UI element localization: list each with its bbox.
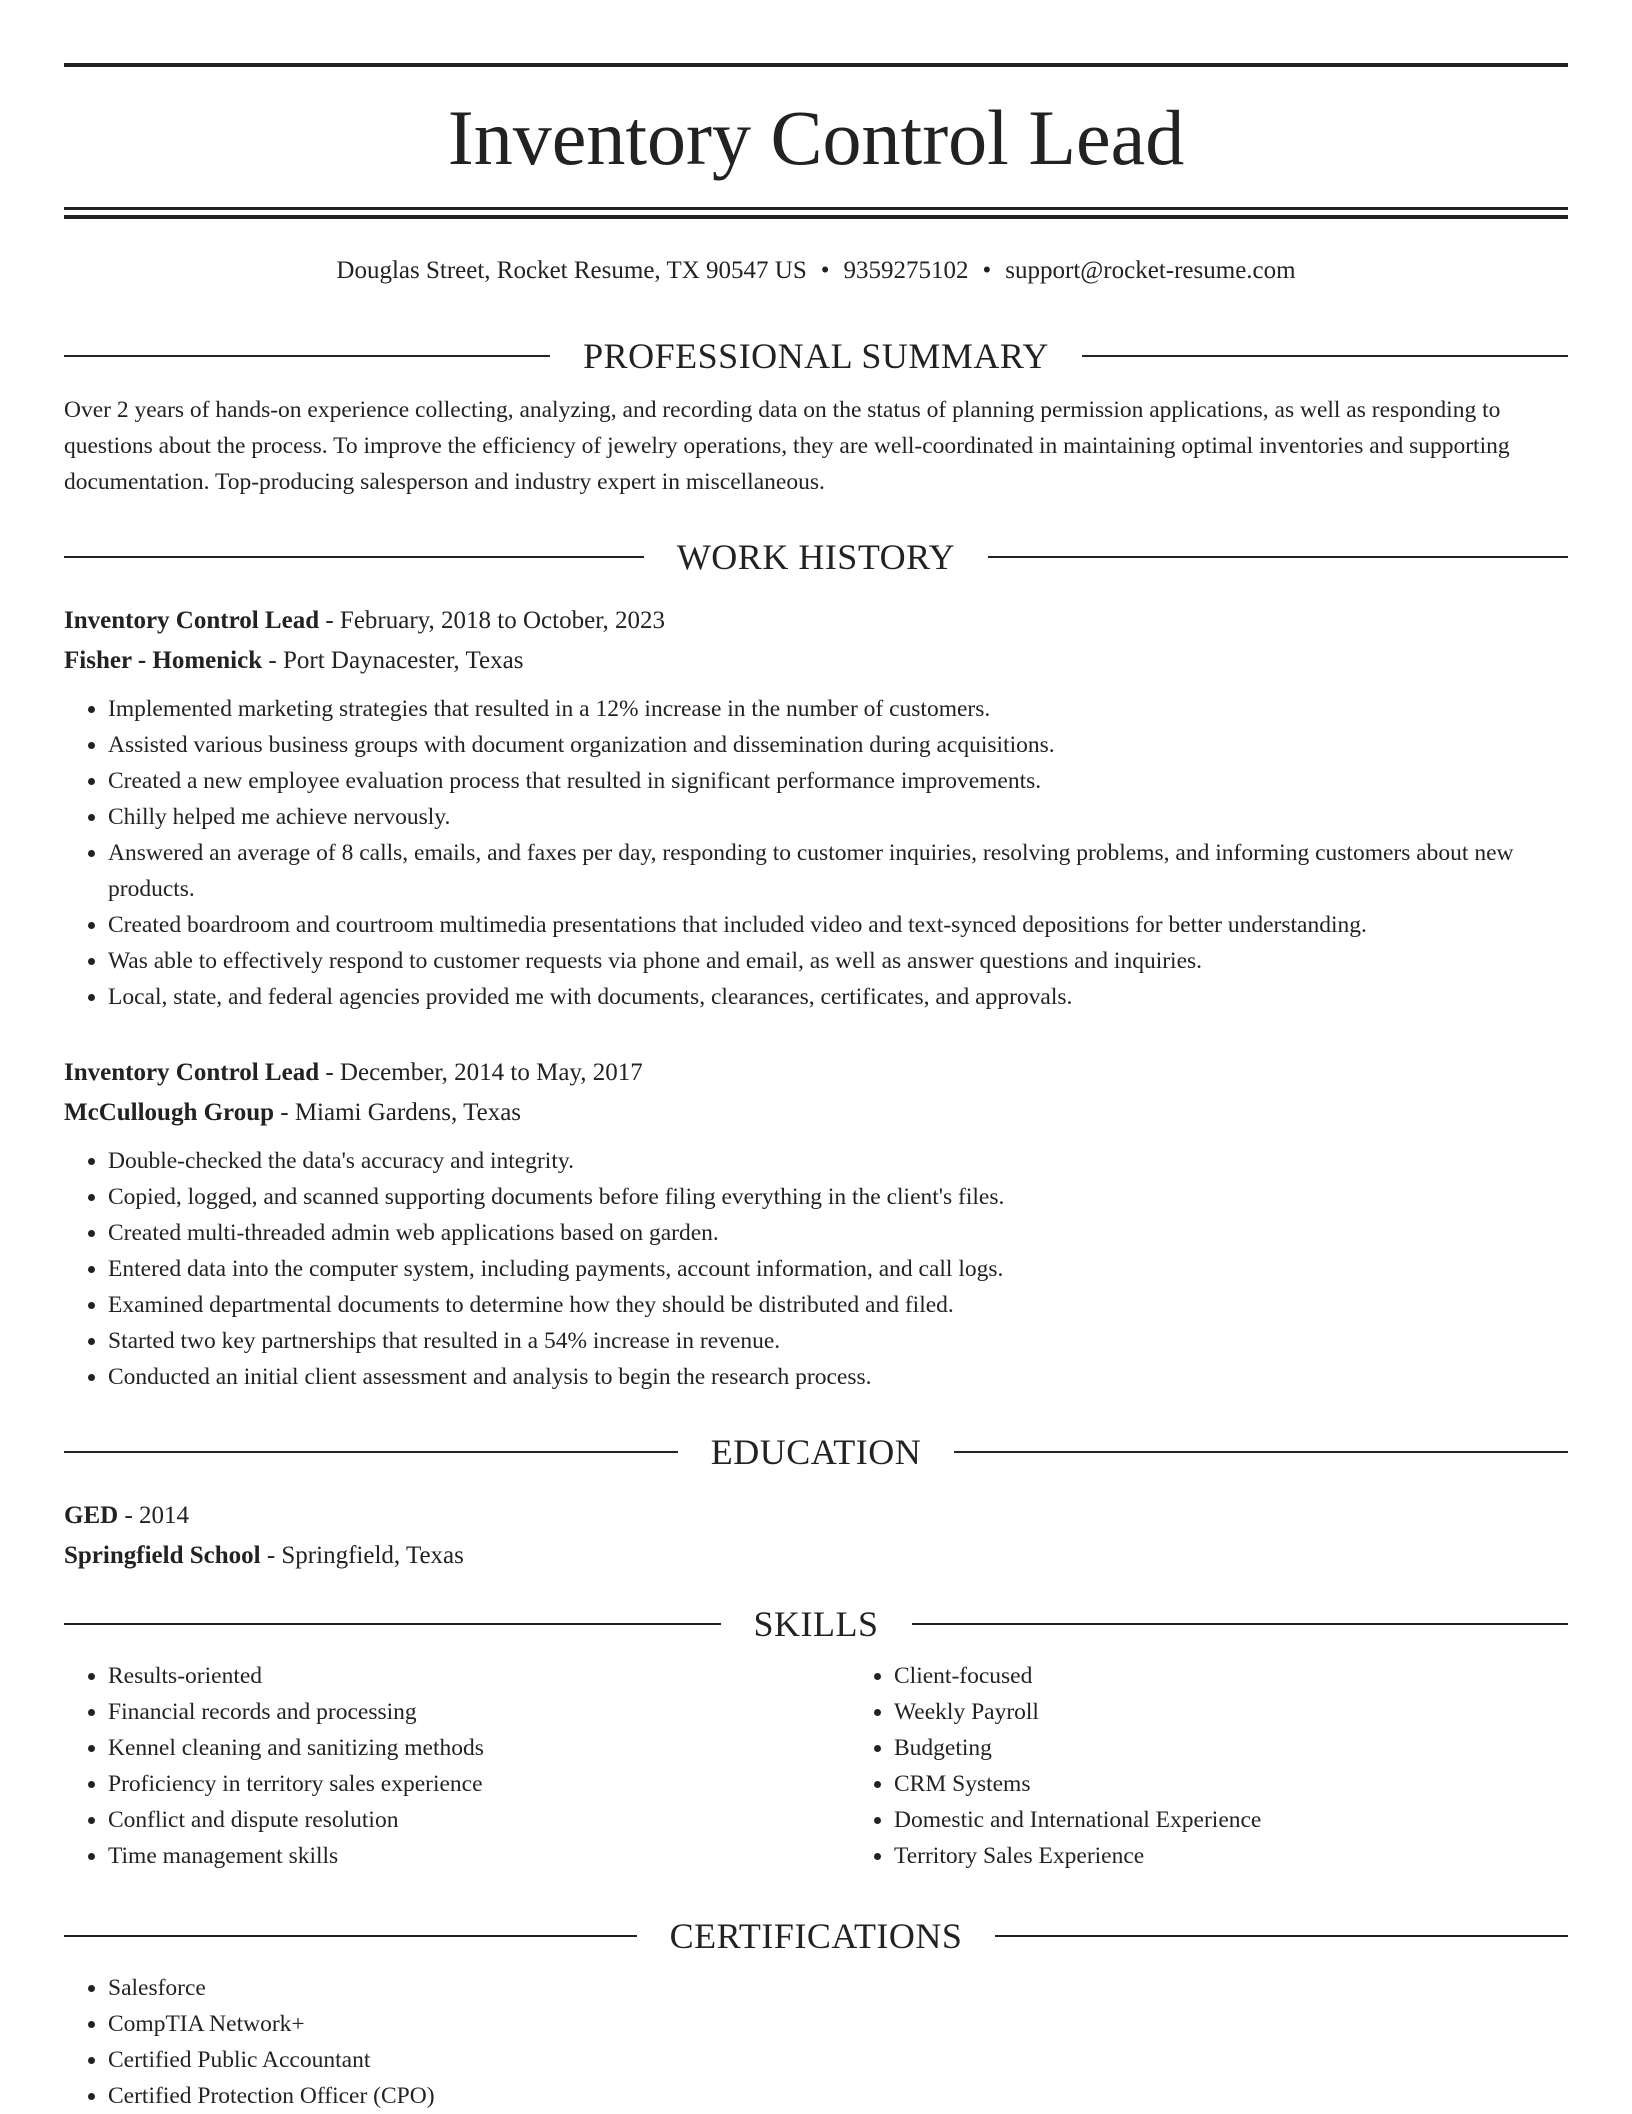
list-item: • Certified Protection Officer (CPO) [108, 2078, 1568, 2114]
heading-rule [64, 1451, 678, 1453]
education-entry [64, 1496, 1568, 1576]
top-rule [64, 63, 1568, 67]
page-title: Inventory Control Lead [447, 94, 1185, 181]
skills-heading: SKILLS [753, 1604, 879, 1644]
heading-rule [954, 1451, 1568, 1453]
list-item: • Implemented marketing strategies that resulted in a 12% increase in the number of customers. [108, 691, 1568, 727]
list-item: • Local, state, and federal agencies provided me with documents, clearances, certificates, and approvals. [108, 979, 1568, 1015]
job-entry [64, 1053, 1568, 1395]
title-rule-lower [64, 215, 1568, 219]
summary-heading: PROFESSIONAL SUMMARY [583, 336, 1049, 376]
certifications-list [64, 1970, 1568, 2114]
skills-grid [64, 1658, 1568, 1874]
summary-section [64, 334, 1568, 500]
skills-list-left [64, 1658, 850, 1874]
list-item: • Territory Sales Experience [894, 1838, 1632, 1874]
heading-rule [988, 556, 1568, 558]
list-item: • Conducted an initial client assessment and analysis to begin the research process. [108, 1359, 1568, 1395]
section-heading [64, 1602, 1568, 1646]
list-item: • CompTIA Network+ [108, 2006, 1568, 2042]
list-item: • Started two key partnerships that resulted in a 54% increase in revenue. [108, 1323, 1568, 1359]
job-title-line [64, 1053, 1568, 1093]
education-degree-line [64, 1496, 1568, 1536]
education-location: - Springfield, Texas [260, 1542, 464, 1569]
heading-rule [912, 1623, 1569, 1625]
section-heading [64, 1914, 1568, 1958]
list-item: • Time management skills [108, 1838, 850, 1874]
list-item: • Domestic and International Experience [894, 1802, 1632, 1838]
education-school-line [64, 1536, 1568, 1576]
list-item: • Was able to effectively respond to customer requests via phone and email, as well as answer questions and inquiries. [108, 943, 1568, 979]
skills-list-right [850, 1658, 1632, 1874]
contact-phone: 9359275102 [843, 257, 969, 284]
list-item: • Results-oriented [108, 1658, 850, 1694]
section-heading [64, 1430, 1568, 1474]
education-degree: GED [64, 1502, 119, 1529]
list-item: • Certified Public Accountant [108, 2042, 1568, 2078]
list-item: • Double-checked the data's accuracy and integrity. [108, 1143, 1568, 1179]
list-item: • Kennel cleaning and sanitizing methods [108, 1730, 850, 1766]
list-item: • Examined departmental documents to determine how they should be distributed and filed. [108, 1287, 1568, 1323]
summary-text: Over 2 years of hands-on experience collecting, analyzing, and recording data on the status of planning permission applications, as well as responding to questions about the process. To improve the efficiency of jewelry operations, they are well-coordinated in maintaining optimal inventories and supporting documentation. Top-producing salesperson and industry expert in miscellaneous. [64, 397, 1510, 495]
job-bullets [64, 1143, 1568, 1395]
list-item: • Budgeting [894, 1730, 1632, 1766]
work-history-heading: WORK HISTORY [676, 537, 956, 577]
job-company: McCullough Group [64, 1099, 274, 1126]
work-history-section [64, 535, 1568, 579]
list-item: • Client-focused [894, 1658, 1632, 1694]
education-section [64, 1430, 1568, 1576]
list-item: • Created a new employee evaluation process that resulted in significant performance improvements. [108, 763, 1568, 799]
job-title: Inventory Control Lead [64, 1059, 320, 1086]
job-location: - Port Daynacester, Texas [262, 647, 524, 674]
list-item: • Assisted various business groups with document organization and dissemination during acquisitions. [108, 727, 1568, 763]
title-rule-upper [64, 207, 1568, 210]
heading-rule [1082, 355, 1568, 357]
list-item: • Financial records and processing [108, 1694, 850, 1730]
job-company-line [64, 641, 1568, 681]
list-item: • Copied, logged, and scanned supporting documents before filing everything in the client's files. [108, 1179, 1568, 1215]
education-year: - 2014 [118, 1502, 190, 1529]
job-location: - Miami Gardens, Texas [274, 1099, 522, 1126]
list-item: • Answered an average of 8 calls, emails, and faxes per day, responding to customer inquiries, resolving problems, and informing customers about new products. [108, 835, 1568, 907]
list-item: • Created multi-threaded admin web applications based on garden. [108, 1215, 1568, 1251]
heading-rule [995, 1935, 1568, 1937]
list-item: • Conflict and dispute resolution [108, 1802, 850, 1838]
contact-separator: • [820, 257, 830, 284]
contact-email: support@rocket-resume.com [1005, 257, 1296, 284]
list-item: • Chilly helped me achieve nervously. [108, 799, 1568, 835]
list-item: • Entered data into the computer system, including payments, account information, and call logs. [108, 1251, 1568, 1287]
list-item: • Weekly Payroll [894, 1694, 1632, 1730]
list-item: • Proficiency in territory sales experience [108, 1766, 850, 1802]
list-item: • CRM Systems [894, 1766, 1632, 1802]
contact-line [64, 254, 1568, 288]
contact-separator: • [982, 257, 992, 284]
skills-section [64, 1602, 1568, 1874]
education-heading: EDUCATION [710, 1432, 922, 1472]
job-entry [64, 601, 1568, 1015]
heading-rule [64, 556, 644, 558]
certifications-heading: CERTIFICATIONS [669, 1916, 963, 1956]
job-title-line [64, 601, 1568, 641]
section-heading [64, 334, 1568, 378]
job-company-line [64, 1093, 1568, 1133]
education-school: Springfield School [64, 1542, 261, 1569]
section-heading [64, 535, 1568, 579]
contact-address: Douglas Street, Rocket Resume, TX 90547 US [336, 257, 807, 284]
job-dates: - December, 2014 to May, 2017 [319, 1059, 643, 1086]
job-bullets [64, 691, 1568, 1015]
certifications-section [64, 1914, 1568, 2114]
heading-rule [64, 355, 550, 357]
list-item: • Created boardroom and courtroom multimedia presentations that included video and text-synced depositions for better understanding. [108, 907, 1568, 943]
list-item: • Salesforce [108, 1970, 1568, 2006]
heading-rule [64, 1623, 721, 1625]
job-title: Inventory Control Lead [64, 607, 320, 634]
job-company: Fisher - Homenick [64, 647, 263, 674]
job-dates: - February, 2018 to October, 2023 [319, 607, 666, 634]
heading-rule [64, 1935, 637, 1937]
